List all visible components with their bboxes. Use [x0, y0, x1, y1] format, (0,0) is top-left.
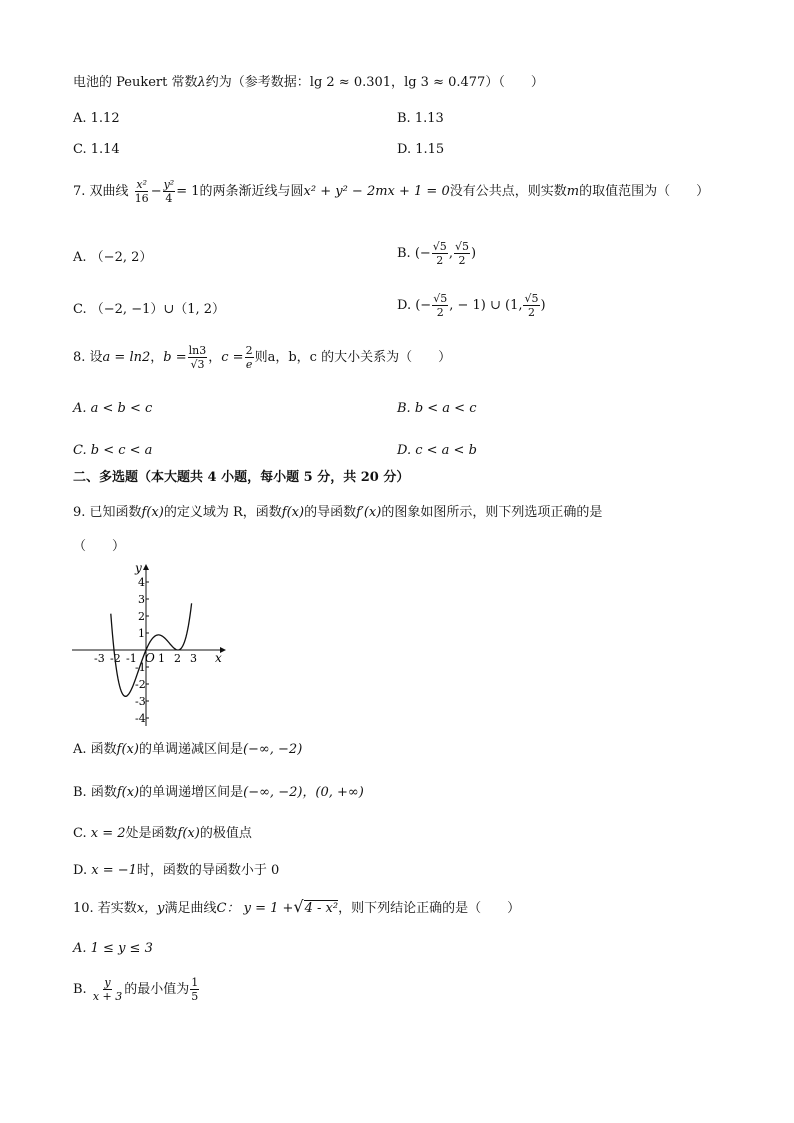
- q9-fx-1: f(x): [141, 505, 164, 520]
- q6-ref2: lg 3 ≈ 0.477: [404, 75, 486, 90]
- q9-text-a: 9. 已知函数: [73, 505, 142, 520]
- q7-d-frac1: $\frac{√5}{2}$: [433, 292, 448, 319]
- q10-tail: ，则下列结论正确的是（ ）: [338, 901, 521, 916]
- q7-b-frac2: $\frac{√5}{2}$: [454, 240, 469, 267]
- q10-radicand: 4 - x²: [304, 901, 339, 916]
- y-tick-label: 4: [138, 576, 145, 589]
- q7-d-post: ): [540, 298, 546, 313]
- y-tick-label: -4: [135, 712, 146, 725]
- q7-option-a[interactable]: [73, 249, 152, 267]
- q8-b-lhs: b =: [163, 350, 187, 365]
- q9-b-text: B. 函数: [73, 785, 117, 800]
- q8-c-lhs: c =: [221, 350, 244, 365]
- q9-d-text: 时，函数的导函数小于 0: [136, 863, 280, 878]
- x-tick-label: 2: [174, 652, 181, 665]
- q9-d-x: x = −1: [91, 863, 137, 878]
- x-tick-label: 3: [190, 652, 197, 665]
- q8-stem: [73, 344, 451, 371]
- q10-option-b[interactable]: [73, 976, 200, 1003]
- y-axis-arrow: [143, 564, 149, 570]
- y-tick-label: 2: [138, 610, 145, 623]
- section-title: 二、多选题（本大题共 4 小题，每小题 5 分，共 20 分）: [73, 470, 410, 485]
- q7-num: 7. 双曲线: [73, 184, 129, 199]
- q7-option-d[interactable]: [397, 292, 546, 319]
- q9-text-c: 的导函数: [304, 505, 357, 520]
- x-axis-label: x: [215, 651, 222, 665]
- q9-d-label: D.: [73, 863, 88, 878]
- q8-b-frac: $\frac{\ln 3}{√3}$: [188, 344, 207, 371]
- q9-b-interval: (−∞, −2)，(0, +∞): [243, 785, 364, 800]
- q10-b-text: 的最小值为: [124, 982, 190, 997]
- q8-option-c[interactable]: C. b < c < a: [73, 443, 153, 458]
- q7-b-label: B.: [397, 246, 411, 261]
- q9-stem-line2: （ ）: [73, 539, 126, 554]
- y-tick-label: -1: [135, 661, 146, 674]
- q7-tail-b: 的取值范围为（ ）: [579, 184, 710, 199]
- q7-b-pre: (−: [414, 246, 431, 261]
- q10-b-label: B.: [73, 982, 87, 997]
- q9-c-label: C.: [73, 826, 87, 841]
- q9-option-a[interactable]: [73, 741, 302, 759]
- q10-radical: √: [293, 897, 304, 916]
- q9-fx-2: f(x): [281, 505, 305, 520]
- q10-curve-name: C：: [216, 901, 240, 916]
- q8-comma1: ，: [150, 350, 164, 365]
- q6-stem-line: [73, 74, 544, 92]
- q7-a-value: （−2, 2）: [90, 250, 153, 265]
- q9-option-d[interactable]: [73, 862, 279, 880]
- q7-b-post: ): [470, 246, 477, 261]
- q8-option-b[interactable]: B. b < a < c: [397, 401, 477, 416]
- q10-pre: 10. 若实数: [73, 901, 137, 916]
- q7-option-b[interactable]: [397, 240, 476, 267]
- q6-text-c: ）（ ）: [485, 75, 544, 90]
- q9-b-text2: 的单调递增区间是: [139, 785, 244, 800]
- q7-d-pre: (−: [415, 298, 432, 313]
- q8-tail: 则a，b，c 的大小关系为（ ）: [254, 350, 452, 365]
- x-tick-label: -1: [126, 652, 137, 665]
- q8-option-a[interactable]: A. a < b < c: [73, 401, 153, 416]
- q9-c-text2: 的极值点: [199, 826, 252, 841]
- q7-d-frac2: $\frac{√5}{2}$: [524, 292, 539, 319]
- q6-lambda: λ: [197, 75, 206, 90]
- q9-a-text: A. 函数: [73, 742, 117, 757]
- q8-a-def: a = ln2: [102, 350, 151, 365]
- q6-option-b[interactable]: B. 1.13: [397, 111, 444, 126]
- q10-option-a[interactable]: A. 1 ≤ y ≤ 3: [73, 941, 153, 956]
- q9-stem-line1: [73, 504, 602, 522]
- q7-d-mid: , − 1) ∪ (1,: [449, 298, 523, 313]
- q7-c-value: （−2, −1）∪（1, 2）: [90, 302, 226, 317]
- q10-eq: y = 1 +: [243, 901, 294, 916]
- derivative-graph: [70, 560, 235, 730]
- q9-c-fx: f(x): [177, 826, 200, 841]
- q9-fpx: f′(x): [356, 505, 382, 520]
- q9-option-c[interactable]: [73, 825, 252, 843]
- q7-frac-y: $\frac{\text{y²}}{4}$: [163, 178, 175, 205]
- y-tick-label: 3: [138, 593, 145, 606]
- q6-sep: ，: [391, 75, 405, 90]
- q10-b-frac: $\frac{y}{x + 3}$: [92, 976, 123, 1003]
- q6-text-a: 电池的 Peukert 常数: [73, 75, 198, 90]
- q8-option-d[interactable]: D. c < a < b: [397, 443, 477, 458]
- q9-c-x: x = 2: [90, 826, 126, 841]
- q7-b-frac1: $\frac{√5}{2}$: [432, 240, 447, 267]
- q7-d-label: D.: [397, 298, 412, 313]
- x-tick-label: -3: [94, 652, 105, 665]
- q7-mid: 的两条渐近线与圆: [199, 184, 304, 199]
- q7-eq1: = 1: [176, 184, 200, 199]
- q9-b-fx: f(x): [116, 785, 140, 800]
- q7-option-c[interactable]: [73, 301, 225, 319]
- q6-option-d[interactable]: D. 1.15: [397, 142, 445, 157]
- q10-stem: [73, 898, 520, 918]
- q9-c-text: 处是函数: [125, 826, 178, 841]
- x-tick-label: 1: [158, 652, 165, 665]
- y-axis-label: y: [135, 561, 142, 575]
- x-tick-label: -2: [110, 652, 121, 665]
- q10-mid: 满足曲线: [164, 901, 217, 916]
- q9-option-b[interactable]: [73, 784, 364, 802]
- q7-m: m: [566, 184, 580, 199]
- q9-text-d: 的图象如图所示，则下列选项正确的是: [381, 505, 603, 520]
- q6-ref1: lg 2 ≈ 0.301: [309, 75, 392, 90]
- q7-a-label: A.: [73, 250, 87, 265]
- q9-a-interval: (−∞, −2): [242, 742, 303, 757]
- q7-stem: [73, 178, 709, 205]
- q9-a-text2: 的单调递减区间是: [138, 742, 243, 757]
- origin-label: O: [145, 651, 155, 665]
- q8-pre: 8. 设: [73, 350, 103, 365]
- q8-comma2: ，: [208, 350, 222, 365]
- q10-b-value: $\frac{1}{5}$: [191, 976, 199, 1003]
- q6-option-c[interactable]: C. 1.14: [73, 142, 120, 157]
- q9-a-fx: f(x): [116, 742, 139, 757]
- y-tick-label: -2: [135, 678, 146, 691]
- q7-c-label: C.: [73, 302, 87, 317]
- q7-frac-x: $\frac{\text{x²}}{16}$: [134, 178, 149, 205]
- q7-tail-a: 没有公共点，则实数: [449, 184, 567, 199]
- q9-text-b: 的定义域为 R，函数: [163, 505, 282, 520]
- q8-c-frac: $\frac{2}{e}$: [245, 344, 253, 371]
- y-tick-label: -3: [135, 695, 146, 708]
- q7-circle: x² + y² − 2mx + 1 = 0: [303, 184, 450, 199]
- q6-text-b: 约为（参考数据：: [205, 75, 310, 90]
- q7-b-comma: ,: [448, 246, 453, 261]
- q10-xy: x，y: [136, 901, 165, 916]
- q7-minus: −: [150, 184, 162, 199]
- q6-option-a[interactable]: A. 1.12: [73, 111, 120, 126]
- y-tick-label: 1: [138, 627, 145, 640]
